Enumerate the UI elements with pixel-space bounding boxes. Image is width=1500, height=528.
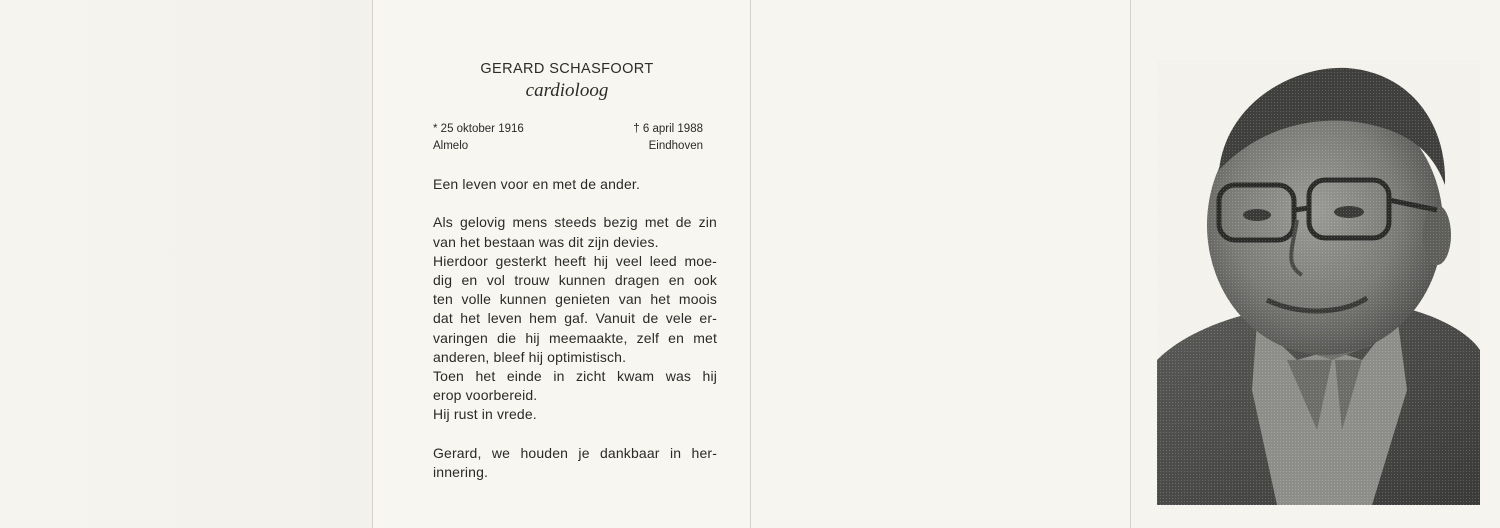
text-line: Gerard, we houden je dankbaar in her-: [433, 444, 717, 461]
text-line: Als gelovig mens steeds bezig met de zin: [433, 214, 717, 231]
motto-paragraph: [433, 175, 717, 194]
card-fold-line: [1130, 0, 1131, 528]
deceased-name: GERARD SCHASFOORT: [480, 61, 654, 77]
dates-block: [433, 121, 703, 155]
blank-left-panel: [0, 0, 372, 528]
text-line: anderen, bleef hij optimistisch.: [433, 348, 627, 365]
text-line: van het bestaan was dit zijn devies.: [433, 233, 659, 250]
text-line: Hij rust in vrede.: [433, 406, 537, 423]
memorial-text-panel: [372, 0, 750, 528]
text-line: Toen het einde in zicht kwam was hij: [433, 367, 717, 384]
death-date: † 6 april 1988: [633, 123, 703, 135]
card-fold-line: [372, 0, 373, 528]
death-place: Eindhoven: [648, 140, 703, 152]
text-line: Een leven voor en met de ander.: [433, 176, 641, 192]
photo-panel: [1130, 0, 1500, 528]
closing-paragraph: [433, 444, 717, 482]
dates-row: [433, 121, 703, 138]
text-line: innering.: [433, 463, 489, 480]
text-line: dig en vol trouw kunnen dragen en ook: [433, 271, 717, 288]
portrait-photo-icon: [1157, 60, 1480, 505]
places-row: [433, 138, 703, 155]
profession: cardioloog: [525, 80, 609, 101]
text-line: varingen die hij meemaakte, zelf en met: [433, 329, 717, 346]
birth-place: Almelo: [433, 140, 469, 152]
card-fold-line: [750, 0, 751, 528]
text-line: Hierdoor gesterkt heeft hij veel leed moe-: [433, 252, 717, 269]
birth-date: * 25 oktober 1916: [433, 123, 524, 135]
blank-middle-panel: [750, 0, 1130, 528]
tribute-paragraph: [433, 213, 717, 424]
text-line: ten volle kunnen genieten van het moois: [433, 291, 717, 308]
text-line: erop voorbereid.: [433, 387, 538, 404]
memorial-text: [433, 175, 717, 501]
text-line: dat het leven hem gaf. Vanuit de vele er-: [433, 310, 717, 327]
